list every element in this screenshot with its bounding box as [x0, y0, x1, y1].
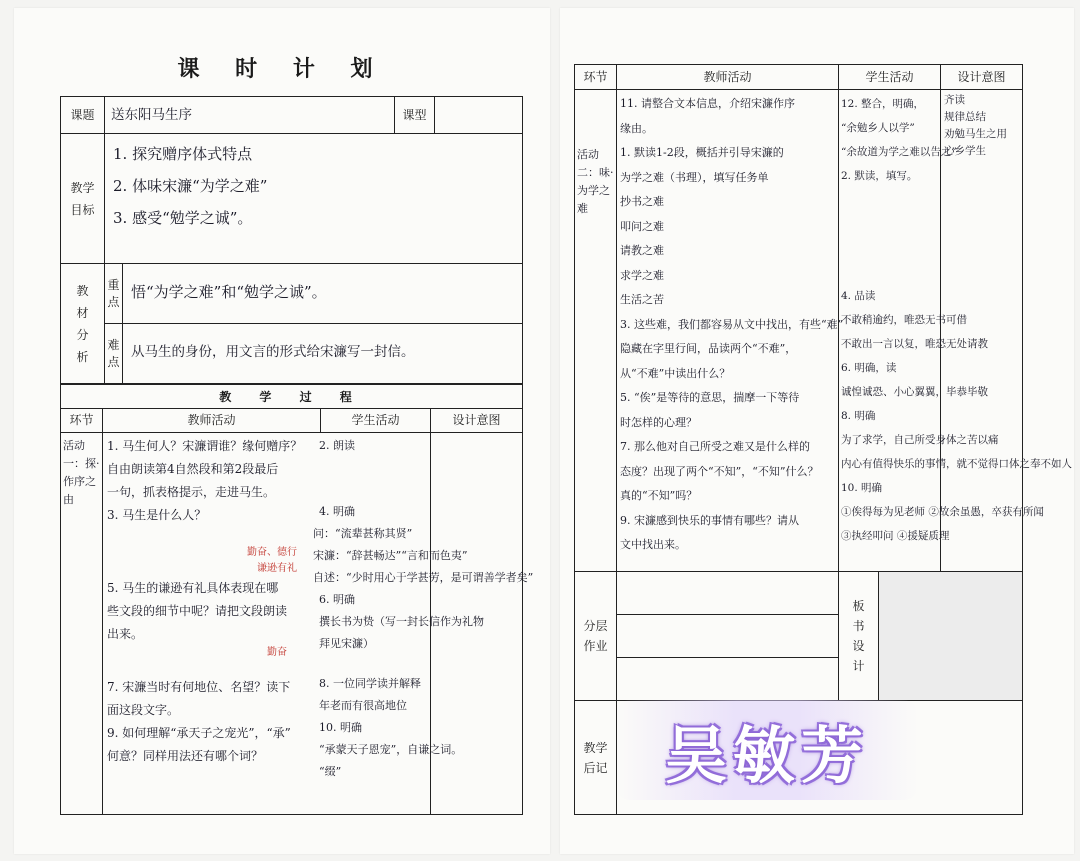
key-label: 重点	[105, 264, 123, 324]
teacher-line: 叩问之难	[620, 219, 664, 233]
student-line: 4. 品读	[841, 290, 876, 302]
student-line: “余勉乡人以学”	[841, 122, 915, 134]
student-line: 撰长书为贽（写一封长信作为礼物	[319, 615, 484, 628]
col-intent: 设计意图	[431, 409, 523, 433]
student-line: 6. 明确	[319, 593, 355, 606]
homework-label: 分层作业	[575, 572, 617, 701]
lesson-info-table	[60, 96, 523, 384]
col-intent: 设计意图	[941, 65, 1023, 90]
reflection-label: 教学后记	[575, 701, 617, 815]
key-point: 悟“为学之难”和“勉学之诚”。	[123, 264, 523, 324]
teacher-line: 态度？出现了两个“不知”，“不知”什么？	[620, 464, 819, 478]
teacher-line: 些文段的细节中呢？请把文段朗读	[107, 604, 288, 618]
type-value	[435, 97, 523, 134]
student-line: 2. 默读，填写。	[841, 170, 918, 182]
goal-item: 2. 体味宋濂“为学之难”	[113, 177, 268, 195]
analysis-label: 教材分析	[61, 264, 105, 384]
col-stage: 环节	[61, 409, 103, 433]
student-line: 12. 整合，明确，	[841, 98, 925, 110]
process-table	[60, 384, 534, 815]
activity-table	[574, 64, 1072, 572]
homework-row	[617, 572, 839, 615]
student-line: 年老而有很高地位	[319, 699, 407, 712]
teacher-line: 一句，抓表格提示，走进马生。	[107, 485, 276, 499]
teacher-line: 面这段文字。	[107, 703, 180, 717]
student-line: “余故道为学之难以告之”	[841, 146, 957, 158]
teacher-line: 9. 如何理解“承天子之宠光”，“承”	[107, 726, 291, 740]
teacher-line: 为学之难（书理），填写任务单	[620, 170, 769, 184]
col-teacher: 教师活动	[103, 409, 321, 433]
difficult-point: 从马生的身份，用文言的形式给宋濂写一封信。	[123, 324, 523, 384]
student-line: 内心有值得快乐的事情，就不觉得口体之奉不如人	[841, 458, 1072, 470]
student-line: 10. 明确	[319, 721, 362, 734]
goal-item: 1. 探究赠序体式特点	[113, 145, 253, 163]
teacher-line: 文中找出来。	[620, 538, 686, 551]
student-line: 问：“流辈甚称其贤”	[313, 527, 413, 540]
student-line: “承蒙天子恩宠”，自谦之词。	[319, 743, 463, 756]
red-annotation: 谦逊有礼	[257, 563, 297, 574]
intent-line: 心乡学生	[944, 145, 986, 157]
teacher-line: 1. 默读1-2段，概括并引导宋濂的	[620, 146, 784, 159]
teacher-line: 请教之难	[620, 244, 664, 257]
col-student: 学生活动	[839, 65, 941, 90]
intent-line: 齐读	[944, 94, 965, 106]
student-line: 诚惶诚恐、小心翼翼，毕恭毕敬	[841, 386, 988, 398]
teacher-line: 隐藏在字里行间，品读两个“不难”，	[620, 342, 797, 355]
board-area	[879, 572, 1023, 701]
teacher-line: 时怎样的心理？	[620, 415, 697, 429]
stage-cell: 活动二：味·为学之难	[575, 90, 617, 572]
teacher-line: 7. 那么他对自己所受之难又是什么样的	[620, 440, 810, 453]
page-title: 课 时 计 划	[177, 56, 387, 82]
teacher-line: 11. 请整合文本信息，介绍宋濂作序	[620, 97, 795, 110]
teacher-line: 1. 马生何人？宋濂谓谁？缘何赠序？	[107, 439, 303, 453]
student-line: 宋濂：“辞甚畅达”“言和而色夷”	[313, 549, 468, 562]
teacher-line: 3. 马生是什么人？	[107, 508, 207, 522]
author-watermark: 吴敏芳	[616, 700, 918, 800]
intent-line: 劝勉马生之用	[944, 128, 1007, 140]
topic-value: 送东阳马生序	[105, 97, 395, 134]
topic-label: 课题	[61, 97, 105, 134]
student-line: ①俟得每为见老师 ②故余虽愚，卒获有所闻	[841, 506, 1044, 518]
goals-label: 教学目标	[61, 134, 105, 264]
difficult-label: 难点	[105, 324, 123, 384]
teacher-line: 缘由。	[620, 121, 653, 135]
teacher-line: 5. “俟”是等待的意思，揣摩一下等待	[620, 391, 800, 404]
process-header: 教 学 过 程	[61, 385, 523, 409]
student-line: 6. 明确，读	[841, 362, 897, 374]
student-line: 自述：“少时用心于学甚劳，是可谓善学者矣”	[313, 571, 534, 584]
teacher-line: 真的“不知”吗？	[620, 489, 698, 502]
student-line: 4. 明确	[319, 505, 355, 518]
teacher-line: 何意？同样用法还有哪个词？	[107, 749, 264, 763]
homework-row	[617, 615, 839, 658]
teacher-line: 生活之苦	[620, 293, 664, 306]
left-lesson-plan-page	[14, 8, 550, 854]
teacher-line: 5. 马生的谦逊有礼具体表现在哪	[107, 581, 279, 595]
red-annotation: 勤奋	[267, 647, 287, 658]
teacher-line: 自由朗读第4自然段和第2段最后	[107, 462, 279, 476]
teacher-line: 3. 这些难，我们都容易从文中找出，有些“难”	[620, 317, 844, 331]
col-student: 学生活动	[321, 409, 431, 433]
student-line: 8. 一位同学读并解释	[319, 677, 421, 690]
teacher-line: 7. 宋濂当时有何地位、名望？读下	[107, 680, 291, 694]
student-line: “缀”	[319, 765, 342, 778]
teacher-line: 出来。	[107, 627, 144, 641]
teacher-line: 从“不难”中读出什么？	[620, 366, 731, 380]
student-line: 8. 明确	[841, 410, 876, 422]
col-teacher: 教师活动	[617, 65, 839, 90]
stage-cell: 活动一：探·作序之由	[61, 433, 103, 815]
type-label: 课型	[395, 97, 435, 134]
student-line: 2. 朗读	[319, 439, 355, 452]
student-line: ③执经叩问 ④援疑质理	[841, 530, 950, 542]
teacher-line: 9. 宋濂感到快乐的事情有哪些？请从	[620, 513, 799, 527]
goal-item: 3. 感受“勉学之诚”。	[113, 209, 253, 227]
teacher-line: 求学之难	[620, 268, 664, 282]
student-line: 不敢出一言以复，唯恐无处请教	[841, 338, 988, 350]
student-line: 拜见宋濂）	[319, 637, 374, 650]
homework-row	[617, 658, 839, 701]
student-line: 10. 明确	[841, 482, 883, 494]
student-line: 不敢稍逾约，唯恐无书可借	[841, 314, 967, 326]
board-label: 板书设计	[839, 572, 879, 701]
teacher-line: 抄书之难	[620, 195, 664, 208]
red-annotation: 勤奋、德行	[247, 547, 297, 558]
col-stage: 环节	[575, 65, 617, 90]
intent-line: 规律总结	[944, 111, 986, 123]
student-line: 为了求学，自己所受身体之苦以痛	[841, 434, 999, 446]
